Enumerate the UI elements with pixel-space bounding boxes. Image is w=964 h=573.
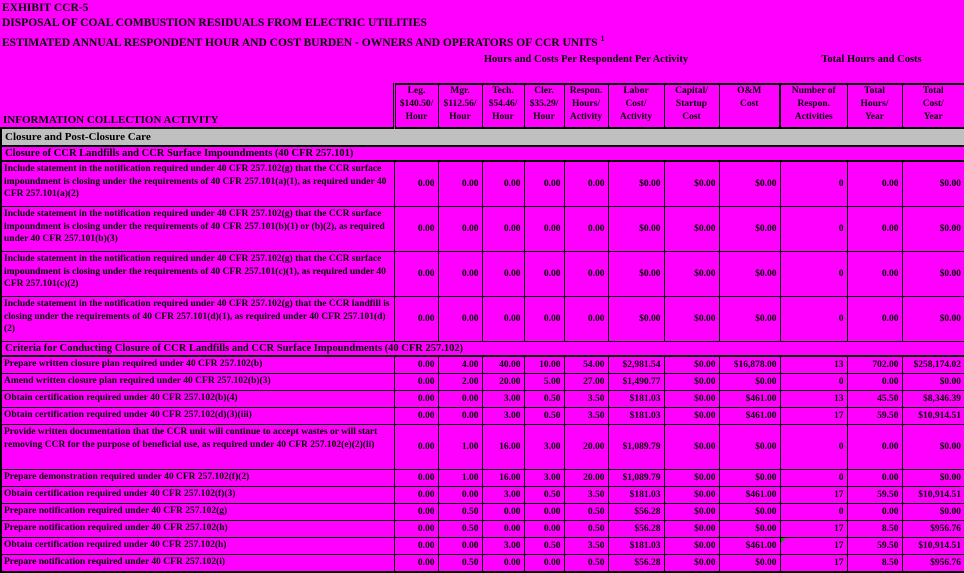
- value-cell: $1,089.79: [608, 470, 664, 487]
- value-cell: 3.50: [564, 538, 608, 555]
- value-cell: 0.00: [438, 391, 482, 408]
- value-cell: $0.00: [608, 161, 664, 207]
- table-row: [1, 252, 964, 297]
- activity-description: Include statement in the notification required under 40 CFR 257.102(g) that the CCR surface impoundment is closing under the requirements of 40 CFR 257.101(a)(1), as required under 40 CFR 257.101(a)(2): [1, 161, 394, 207]
- exhibit-title-block: [2, 1, 605, 51]
- value-cell: 3.00: [524, 425, 564, 470]
- value-cell: 13: [780, 391, 847, 408]
- value-cell: 0.00: [394, 374, 438, 391]
- subsection-header-row: [1, 146, 964, 161]
- value-cell: $181.03: [608, 538, 664, 555]
- value-cell: 702.00: [847, 356, 902, 374]
- burden-table-body: [1, 128, 964, 572]
- table-row: [1, 470, 964, 487]
- value-cell: $0.00: [664, 161, 719, 207]
- value-cell: $0.00: [719, 425, 780, 470]
- value-cell: 0.00: [524, 521, 564, 538]
- value-cell: 0.00: [847, 207, 902, 252]
- value-cell: 0.00: [394, 425, 438, 470]
- table-row: [1, 297, 964, 342]
- value-cell: 17: [780, 408, 847, 425]
- value-cell: $8,346.39: [902, 391, 964, 408]
- value-cell: 3.50: [564, 408, 608, 425]
- value-cell: $0.00: [902, 504, 964, 521]
- value-cell: 0.00: [564, 297, 608, 342]
- value-cell: $0.00: [664, 356, 719, 374]
- burden-table: [0, 83, 964, 573]
- activity-description: Amend written closure plan required under 40 CFR 257.102(b)(3): [1, 374, 394, 391]
- value-cell: 1.00: [438, 425, 482, 470]
- value-cell: $0.00: [902, 425, 964, 470]
- value-cell: 3.00: [482, 391, 524, 408]
- activity-description: Prepare notification required under 40 CFR 257.102(h): [1, 521, 394, 538]
- value-cell: 0: [780, 504, 847, 521]
- value-cell: 0.00: [524, 161, 564, 207]
- table-row: [1, 374, 964, 391]
- value-cell: 3.50: [564, 391, 608, 408]
- value-cell: 0.50: [524, 487, 564, 504]
- value-cell-with-comment-marker: 17: [780, 538, 847, 555]
- value-cell: 16.00: [482, 470, 524, 487]
- exhibit-number: EXHIBIT CCR-5: [2, 2, 89, 14]
- value-cell: $0.00: [664, 408, 719, 425]
- value-cell: $181.03: [608, 408, 664, 425]
- activity-description: Include statement in the notification required under 40 CFR 257.102(g) that the CCR landfill is closing under the requirements of 40 CFR 257.101(d)(1), as required under 40 CFR 257.101(d)(2): [1, 297, 394, 342]
- value-cell: 8.50: [847, 555, 902, 573]
- value-cell: 0.50: [524, 391, 564, 408]
- column-header: Number of Respon. Activities: [780, 84, 847, 128]
- value-cell: $56.28: [608, 504, 664, 521]
- value-cell: 0.00: [524, 297, 564, 342]
- table-row: [1, 207, 964, 252]
- group-header-per-respondent: Hours and Costs Per Respondent Per Activity: [483, 54, 689, 65]
- value-cell: $181.03: [608, 487, 664, 504]
- value-cell: 0.00: [394, 538, 438, 555]
- column-header: Mgr. $112.56/ Hour: [438, 84, 482, 128]
- value-cell: $56.28: [608, 555, 664, 573]
- value-cell: 0.00: [394, 391, 438, 408]
- value-cell: 3.50: [564, 487, 608, 504]
- value-cell: 0.00: [847, 252, 902, 297]
- value-cell: 0.50: [524, 538, 564, 555]
- value-cell: 0.50: [438, 504, 482, 521]
- value-cell: $0.00: [664, 425, 719, 470]
- column-header: Tech. $54.46/ Hour: [482, 84, 524, 128]
- value-cell: 0.00: [482, 504, 524, 521]
- value-cell: 0.00: [847, 161, 902, 207]
- value-cell: $56.28: [608, 521, 664, 538]
- value-cell: $0.00: [664, 555, 719, 573]
- value-cell: 16.00: [482, 425, 524, 470]
- value-cell: $2,981.54: [608, 356, 664, 374]
- value-cell: 20.00: [564, 470, 608, 487]
- value-cell: $0.00: [902, 374, 964, 391]
- value-cell: 0.00: [524, 504, 564, 521]
- value-cell: $461.00: [719, 487, 780, 504]
- burden-table-head: [1, 84, 964, 128]
- value-cell: $0.00: [664, 207, 719, 252]
- value-cell: 1.00: [438, 470, 482, 487]
- value-cell: 17: [780, 487, 847, 504]
- value-cell: 0.00: [482, 555, 524, 573]
- value-cell: $10,914.51: [902, 408, 964, 425]
- value-cell: 0: [780, 374, 847, 391]
- value-cell: 0.00: [564, 161, 608, 207]
- value-cell: 0.00: [438, 487, 482, 504]
- value-cell: $0.00: [719, 521, 780, 538]
- value-cell: 2.00: [438, 374, 482, 391]
- value-cell: 0.00: [438, 408, 482, 425]
- value-cell: $0.00: [719, 504, 780, 521]
- value-cell: 0.00: [394, 297, 438, 342]
- value-cell: $0.00: [719, 374, 780, 391]
- value-cell: $0.00: [664, 521, 719, 538]
- value-cell: 0.00: [524, 207, 564, 252]
- value-cell: 40.00: [482, 356, 524, 374]
- value-cell: $0.00: [664, 538, 719, 555]
- value-cell: $0.00: [902, 252, 964, 297]
- activity-description: Provide written documentation that the CCR unit will continue to accept wastes or will start removing CCR for the purpose of beneficial use, as required under 40 CFR 257.102(e)(2)(ii): [1, 425, 394, 470]
- value-cell: 0.00: [438, 207, 482, 252]
- value-cell: 0: [780, 161, 847, 207]
- value-cell: 0.00: [394, 252, 438, 297]
- value-cell: $0.00: [902, 161, 964, 207]
- value-cell: 3.00: [482, 408, 524, 425]
- section-title: Closure and Post-Closure Care: [1, 128, 964, 146]
- table-row: [1, 521, 964, 538]
- value-cell: 0.00: [394, 207, 438, 252]
- value-cell: $16,878.00: [719, 356, 780, 374]
- value-cell: 8.50: [847, 521, 902, 538]
- subsection-title: Closure of CCR Landfills and CCR Surface Impoundments (40 CFR 257.101): [1, 146, 964, 161]
- value-cell: $461.00: [719, 538, 780, 555]
- value-cell: 0.00: [438, 538, 482, 555]
- value-cell: 0.00: [482, 297, 524, 342]
- value-cell: $1,490.77: [608, 374, 664, 391]
- value-cell: 0.00: [482, 252, 524, 297]
- value-cell: $258,174.02: [902, 356, 964, 374]
- value-cell: 59.50: [847, 408, 902, 425]
- value-cell: $181.03: [608, 391, 664, 408]
- value-cell: 0.50: [438, 555, 482, 573]
- value-cell: 0.00: [482, 161, 524, 207]
- value-cell: 0.00: [524, 252, 564, 297]
- value-cell: $461.00: [719, 391, 780, 408]
- column-header: Respon. Hours/ Activity: [564, 84, 608, 128]
- table-row: [1, 356, 964, 374]
- value-cell: 17: [780, 555, 847, 573]
- value-cell: 0.00: [564, 252, 608, 297]
- value-cell: 0: [780, 207, 847, 252]
- value-cell: 0.00: [394, 356, 438, 374]
- activity-description: Prepare notification required under 40 CFR 257.102(i): [1, 555, 394, 573]
- value-cell: 20.00: [564, 425, 608, 470]
- value-cell: 0.00: [394, 487, 438, 504]
- value-cell: 0.50: [564, 555, 608, 573]
- value-cell: 13: [780, 356, 847, 374]
- info-collection-activity-label: INFORMATION COLLECTION ACTIVITY: [1, 84, 394, 128]
- value-cell: 0: [780, 470, 847, 487]
- value-cell: $461.00: [719, 408, 780, 425]
- subsection-header-row: [1, 342, 964, 357]
- subsection-title: Criteria for Conducting Closure of CCR Landfills and CCR Surface Impoundments (40 CFR 257.102): [1, 342, 964, 357]
- column-header: Total Cost/ Year: [902, 84, 964, 128]
- activity-description: Prepare notification required under 40 CFR 257.102(g): [1, 504, 394, 521]
- exhibit-subtitle: DISPOSAL OF COAL COMBUSTION RESIDUALS FROM ELECTRIC UTILITIES: [2, 17, 427, 29]
- value-cell: 0.50: [564, 521, 608, 538]
- value-cell: 0.00: [438, 297, 482, 342]
- value-cell: 0.00: [847, 470, 902, 487]
- table-row: [1, 425, 964, 470]
- activity-description: Obtain certification required under 40 CFR 257.102(h): [1, 538, 394, 555]
- value-cell: 45.50: [847, 391, 902, 408]
- value-cell: 0: [780, 297, 847, 342]
- column-header: Total Hours/ Year: [847, 84, 902, 128]
- value-cell: $0.00: [719, 555, 780, 573]
- table-row: [1, 161, 964, 207]
- value-cell: 17: [780, 521, 847, 538]
- table-row: [1, 487, 964, 504]
- value-cell: 0.00: [394, 555, 438, 573]
- activity-description: Obtain certification required under 40 CFR 257.102(f)(3): [1, 487, 394, 504]
- value-cell: 0.00: [394, 521, 438, 538]
- value-cell: 5.00: [524, 374, 564, 391]
- value-cell: $0.00: [664, 391, 719, 408]
- group-header-totals: Total Hours and Costs: [821, 54, 922, 65]
- table-row: [1, 391, 964, 408]
- column-header: Labor Cost/ Activity: [608, 84, 664, 128]
- value-cell: $0.00: [664, 504, 719, 521]
- value-cell: 0.00: [847, 425, 902, 470]
- column-header-row: [1, 84, 964, 128]
- value-cell: 0.00: [524, 555, 564, 573]
- value-cell: $956.76: [902, 555, 964, 573]
- value-cell: $0.00: [902, 470, 964, 487]
- value-cell: 54.00: [564, 356, 608, 374]
- activity-description: Include statement in the notification required under 40 CFR 257.102(g) that the CCR surface impoundment is closing under the requirements of 40 CFR 257.101(b)(1) or (b)(2), as required under 40 CFR 257.101(b)(3): [1, 207, 394, 252]
- value-cell: 0.50: [438, 521, 482, 538]
- value-cell: 0.00: [482, 207, 524, 252]
- table-row: [1, 538, 964, 555]
- value-cell: 4.00: [438, 356, 482, 374]
- value-cell: $0.00: [719, 297, 780, 342]
- value-cell: $956.76: [902, 521, 964, 538]
- column-header: Cler. $35.29/ Hour: [524, 84, 564, 128]
- value-cell: 0.50: [564, 504, 608, 521]
- value-cell: $0.00: [664, 297, 719, 342]
- activity-description: Obtain certification required under 40 CFR 257.102(b)(4): [1, 391, 394, 408]
- value-cell: 3.00: [524, 470, 564, 487]
- footnote-marker: 1: [600, 34, 605, 43]
- value-cell: 0: [780, 425, 847, 470]
- column-header: Leg. $140.50/ Hour: [394, 84, 438, 128]
- value-cell: $0.00: [608, 207, 664, 252]
- value-cell: $0.00: [719, 207, 780, 252]
- value-cell: 0.00: [482, 521, 524, 538]
- exhibit-description: ESTIMATED ANNUAL RESPONDENT HOUR AND COST BURDEN - OWNERS AND OPERATORS OF CCR UNITS $^1$: [2, 34, 605, 49]
- table-row: [1, 408, 964, 425]
- value-cell: 3.00: [482, 538, 524, 555]
- value-cell: $0.00: [608, 297, 664, 342]
- value-cell: 59.50: [847, 487, 902, 504]
- value-cell: 0.00: [438, 252, 482, 297]
- value-cell: 3.00: [482, 487, 524, 504]
- activity-description: Obtain certification required under 40 CFR 257.102(d)(3)(iii): [1, 408, 394, 425]
- value-cell: 0.50: [524, 408, 564, 425]
- value-cell: 0: [780, 252, 847, 297]
- value-cell: $0.00: [902, 207, 964, 252]
- value-cell: $0.00: [608, 252, 664, 297]
- value-cell: 20.00: [482, 374, 524, 391]
- activity-description: Prepare written closure plan required under 40 CFR 257.102(b): [1, 356, 394, 374]
- value-cell: 27.00: [564, 374, 608, 391]
- value-cell: $0.00: [664, 487, 719, 504]
- value-cell: $0.00: [664, 470, 719, 487]
- column-header: Capital/ Startup Cost: [664, 84, 719, 128]
- value-cell: 0.00: [847, 504, 902, 521]
- value-cell: 10.00: [524, 356, 564, 374]
- value-cell: 0.00: [394, 161, 438, 207]
- value-cell: $0.00: [664, 374, 719, 391]
- value-cell: $0.00: [719, 252, 780, 297]
- column-header: O&M Cost: [719, 84, 780, 128]
- value-cell: 0.00: [564, 207, 608, 252]
- value-cell: $0.00: [902, 297, 964, 342]
- value-cell: $0.00: [719, 161, 780, 207]
- value-cell: $0.00: [719, 470, 780, 487]
- value-cell: 0.00: [394, 408, 438, 425]
- table-row: [1, 555, 964, 573]
- value-cell: 0.00: [394, 504, 438, 521]
- activity-description: Prepare demonstration required under 40 CFR 257.102(f)(2): [1, 470, 394, 487]
- value-cell: 59.50: [847, 538, 902, 555]
- value-cell: 0.00: [438, 161, 482, 207]
- activity-description: Include statement in the notification required under 40 CFR 257.102(g) that the CCR surface impoundment is closing under the requirements of 40 CFR 257.101(c)(1), as required under 40 CFR 257.101(c)(2): [1, 252, 394, 297]
- value-cell: $0.00: [664, 252, 719, 297]
- value-cell: $10,914.51: [902, 538, 964, 555]
- value-cell: 0.00: [847, 297, 902, 342]
- value-cell: 0.00: [394, 470, 438, 487]
- table-row: [1, 504, 964, 521]
- value-cell: $10,914.51: [902, 487, 964, 504]
- section-header-row: [1, 128, 964, 146]
- value-cell: 0.00: [847, 374, 902, 391]
- value-cell: $1,089.79: [608, 425, 664, 470]
